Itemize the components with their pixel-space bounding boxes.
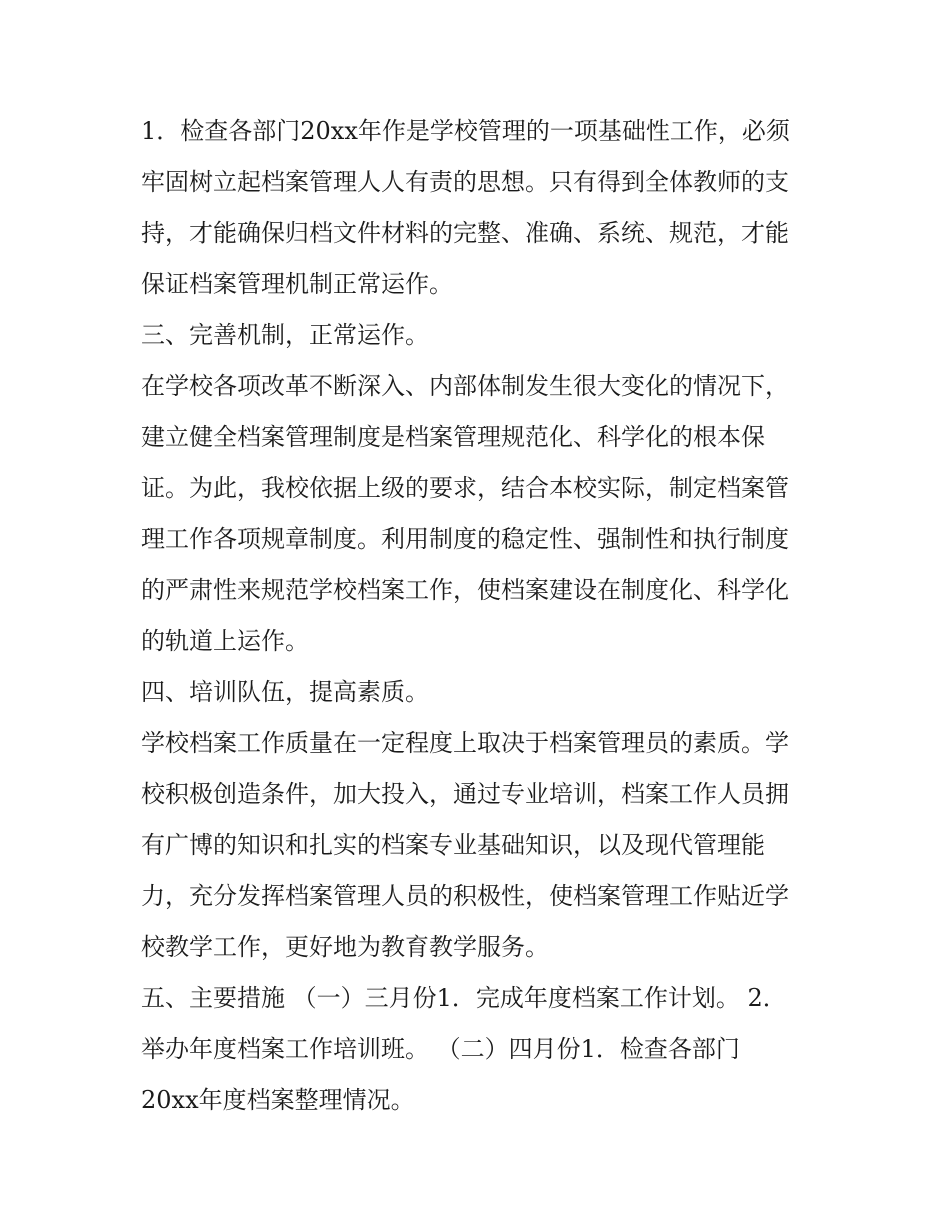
text-line: 有广博的知识和扎实的档案专业基础知识，以及现代管理能 <box>141 831 765 859</box>
text-line: 五、主要措施 （一）三月份1．完成年度档案工作计划。 2． <box>141 984 787 1012</box>
text-line: 理工作各项规章制度。利用制度的稳定性、强制性和执行制度 <box>141 525 789 553</box>
section-heading: 四、培训队伍，提高素质。 <box>141 678 429 706</box>
text-line: 学校档案工作质量在一定程度上取决于档案管理员的素质。学 <box>141 729 789 757</box>
text-line: 20xx年度档案整理情况。 <box>141 1086 415 1114</box>
text-line: 牢固树立起档案管理人人有责的思想。只有得到全体教师的支 <box>141 168 789 196</box>
text-line: 保证档案管理机制正常运作。 <box>141 270 453 298</box>
text-line: 建立健全档案管理制度是档案管理规范化、科学化的根本保 <box>141 423 765 451</box>
text-line: 的轨道上运作。 <box>141 627 309 655</box>
document-body <box>141 106 821 1126</box>
text-line: 在学校各项改革不断深入、内部体制发生很大变化的情况下， <box>141 372 789 400</box>
text-line: 校教学工作，更好地为教育教学服务。 <box>141 933 549 961</box>
text-line: 1．检查各部门20xx年作是学校管理的一项基础性工作，必须 <box>141 117 790 145</box>
text-line: 力，充分发挥档案管理人员的积极性，使档案管理工作贴近学 <box>141 882 789 910</box>
text-line: 的严肃性来规范学校档案工作，使档案建设在制度化、科学化 <box>141 576 789 604</box>
text-line: 校积极创造条件，加大投入，通过专业培训，档案工作人员拥 <box>141 780 789 808</box>
text-line: 持，才能确保归档文件材料的完整、准确、系统、规范，才能 <box>141 219 789 247</box>
text-line: 举办年度档案工作培训班。 （二）四月份1．检查各部门 <box>141 1035 740 1063</box>
text-line: 证。为此，我校依据上级的要求，结合本校实际，制定档案管 <box>141 474 789 502</box>
section-heading: 三、完善机制，正常运作。 <box>141 321 429 349</box>
